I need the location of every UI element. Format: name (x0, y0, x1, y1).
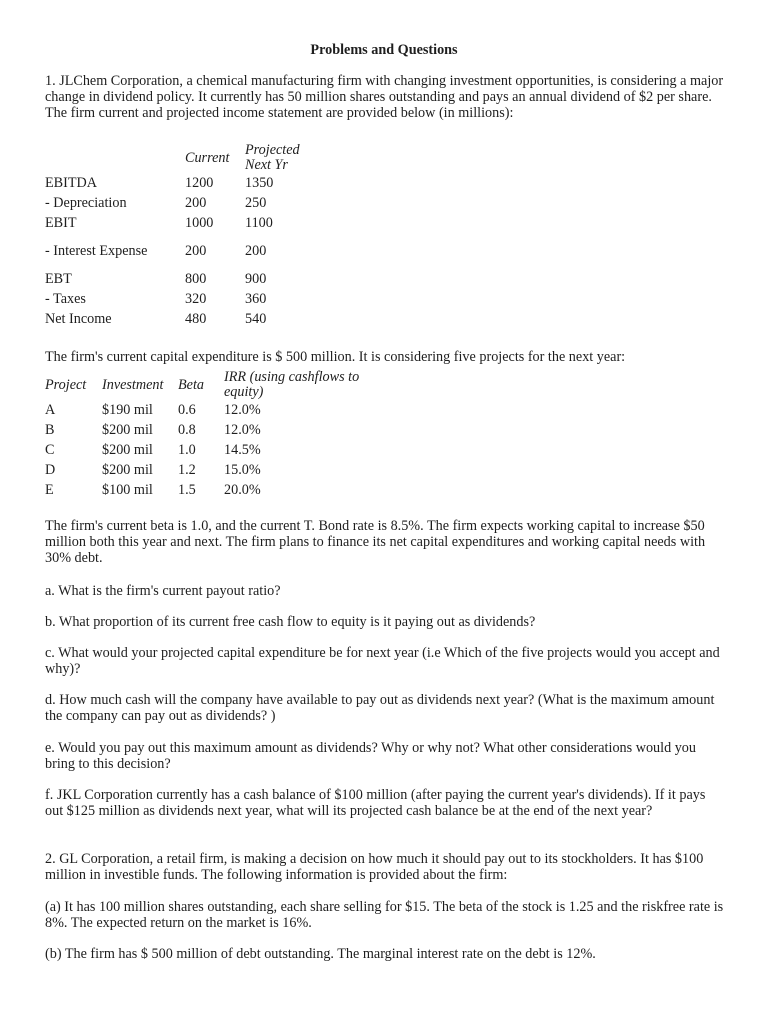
table-row (45, 213, 305, 233)
project-name: D (45, 462, 56, 478)
project-investment: $200 mil (102, 442, 153, 458)
question-a: a. What is the firm's current payout ratio? (45, 583, 281, 599)
income-label: EBITDA (45, 175, 98, 191)
income-projected: 900 (245, 271, 267, 287)
table-row (45, 400, 384, 420)
project-irr: 12.0% (224, 422, 261, 438)
income-current: 480 (185, 311, 207, 327)
income-projected: 1350 (245, 175, 274, 191)
question-2b: (b) The firm has $ 500 million of debt outstanding. The marginal interest rate on the debt is 12%. (45, 946, 596, 962)
project-name: C (45, 442, 55, 458)
income-current: 1200 (185, 175, 214, 191)
income-current: 1000 (185, 215, 214, 231)
question-b: b. What proportion of its current free cash flow to equity is it paying out as dividends? (45, 614, 536, 630)
table-row (45, 269, 305, 289)
projects-table (45, 370, 384, 500)
income-current: 320 (185, 291, 207, 307)
question-2-intro: 2. GL Corporation, a retail firm, is making a decision on how much it should pay out to its stockholders. It has $100 million in investible funds. The following information is provided about the firm: (45, 851, 704, 883)
project-beta: 0.6 (178, 402, 196, 418)
question-f: f. JKL Corporation currently has a cash balance of $100 million (after paying the current year's dividends). If it pays out $125 million as dividends next year, what will its projected cash balance be at the end of the next year? (45, 787, 706, 819)
projects-table-header-row (45, 370, 384, 400)
table-row (45, 289, 305, 309)
income-label: - Interest Expense (45, 243, 148, 259)
income-current: 200 (185, 243, 207, 259)
income-header-current: Current (185, 150, 230, 166)
projects-header-beta: Beta (178, 377, 204, 393)
income-label: EBIT (45, 215, 77, 231)
table-row (45, 309, 305, 329)
beta-paragraph: The firm's current beta is 1.0, and the current T. Bond rate is 8.5%. The firm expects working capital to increase $50 million both this year and next. The firm plans to finance its net capital expenditures and working capital needs with 30% debt. (45, 518, 706, 566)
income-label: Net Income (45, 311, 112, 327)
income-label: - Depreciation (45, 195, 127, 211)
project-name: E (45, 482, 54, 498)
project-beta: 1.2 (178, 462, 196, 478)
income-header-blank (45, 143, 185, 173)
income-projected: 540 (245, 311, 267, 327)
project-irr: 14.5% (224, 442, 261, 458)
question-2a: (a) It has 100 million shares outstanding, each share selling for $15. The beta of the stock is 1.25 and the riskfree rate is 8%. The expected return on the market is 16%. (45, 899, 724, 931)
project-investment: $200 mil (102, 422, 153, 438)
income-statement-table (45, 143, 305, 329)
capex-intro: The firm's current capital expenditure is $ 500 million. It is considering five projects for the next year: (45, 349, 626, 365)
income-projected: 1100 (245, 215, 273, 231)
table-row (45, 420, 384, 440)
income-projected: 200 (245, 243, 267, 259)
income-header-projected: Projected Next Yr (245, 142, 300, 173)
question-1-intro: 1. JLChem Corporation, a chemical manufacturing firm with changing investment opportunities, is considering a major change in dividend policy. It currently has 50 million shares outstanding and pays an annual dividend of $2 per share. The firm current and projected income statement are provided below (in millions): (45, 73, 724, 121)
project-irr: 20.0% (224, 482, 261, 498)
projects-header-project: Project (45, 377, 87, 393)
project-irr: 15.0% (224, 462, 261, 478)
question-e: e. Would you pay out this maximum amount as dividends? Why or why not? What other considerations would you bring to this decision? (45, 740, 696, 772)
income-projected: 360 (245, 291, 267, 307)
project-beta: 1.5 (178, 482, 196, 498)
income-current: 800 (185, 271, 207, 287)
project-investment: $100 mil (102, 482, 153, 498)
table-row (45, 460, 384, 480)
project-beta: 1.0 (178, 442, 196, 458)
table-row (45, 480, 384, 500)
project-name: A (45, 402, 56, 418)
income-label: - Taxes (45, 291, 86, 307)
income-projected: 250 (245, 195, 267, 211)
income-current: 200 (185, 195, 207, 211)
table-row (45, 193, 305, 213)
project-name: B (45, 422, 55, 438)
table-row (45, 440, 384, 460)
page-title: Problems and Questions (310, 42, 458, 58)
projects-header-investment: Investment (102, 377, 164, 393)
income-label: EBT (45, 271, 72, 287)
income-table-header-row (45, 143, 305, 173)
table-row (45, 173, 305, 193)
question-c: c. What would your projected capital expenditure be for next year (i.e Which of the five projects would you accept and why)? (45, 645, 720, 677)
question-d: d. How much cash will the company have available to pay out as dividends next year? (What is the maximum amount the company can pay out as dividends? ) (45, 692, 715, 724)
project-beta: 0.8 (178, 422, 196, 438)
project-investment: $200 mil (102, 462, 153, 478)
project-investment: $190 mil (102, 402, 153, 418)
table-row (45, 233, 305, 269)
projects-header-irr: IRR (using cashflows to equity) (224, 369, 360, 400)
project-irr: 12.0% (224, 402, 261, 418)
